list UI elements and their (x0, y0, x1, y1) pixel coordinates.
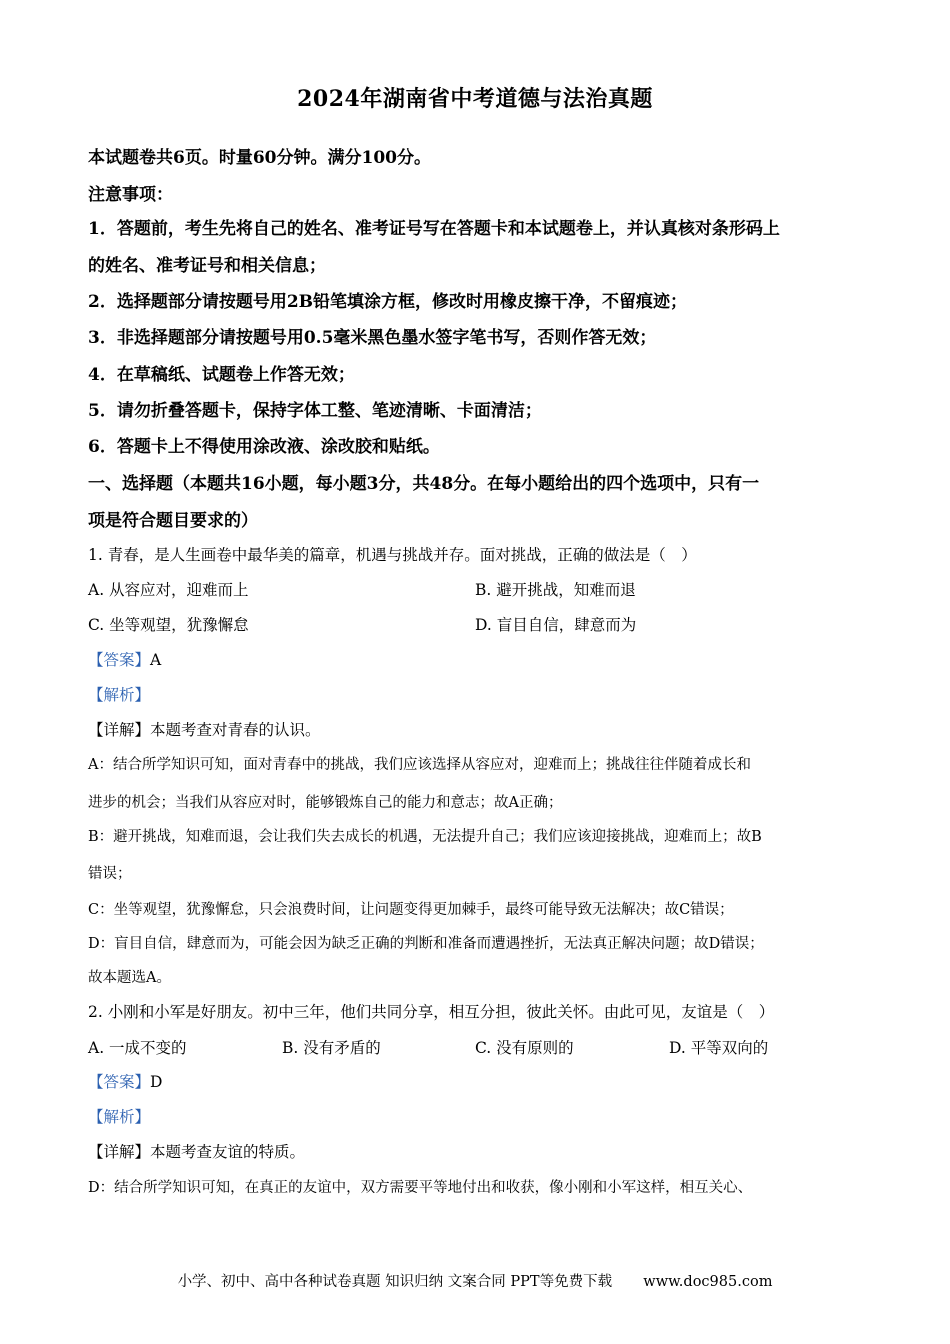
option-c: C. 坐等观望，犹豫懈怠 (88, 616, 249, 634)
section-heading: 一、选择题（本题共16小题，每小题3分，共48分。在每小题给出的四个选项中，只有一 (88, 474, 760, 494)
detail-line (88, 1140, 305, 1162)
option-b: B. 避开挑战，知难而退 (475, 581, 636, 599)
detail-text: 本题考查友谊的特质。 (150, 1143, 306, 1161)
analysis-line (88, 1105, 150, 1127)
notice-line: 5．请勿折叠答题卡，保持字体工整、笔迹清晰、卡面清洁； (88, 401, 542, 421)
section-heading-cont: 项是符合题目要求的） (88, 511, 258, 531)
question-stem: 2. 小刚和小军是好朋友。初中三年，他们共同分享，相互分担，彼此关怀。由此可见，友谊是（ ） (88, 1003, 775, 1021)
notice-line: 2．选择题部分请按题号用2B铅笔填涂方框，修改时用橡皮擦干净，不留痕迹； (88, 292, 688, 312)
notice-line: 6．答题卡上不得使用涂改液、涂改胶和贴纸。 (88, 437, 440, 457)
option-c: C. 没有原则的 (475, 1039, 574, 1057)
footer-url[interactable]: www.doc985.com (643, 1274, 773, 1290)
page-footer (0, 1270, 950, 1291)
question-stem: 1. 青春，是人生画卷中最华美的篇章，机遇与挑战并存。面对挑战，正确的做法是（ ） (88, 546, 697, 564)
option-d: D. 盲目自信，肆意而为 (475, 616, 637, 634)
notice-line: 3．非选择题部分请按题号用0.5毫米黑色墨水签字笔书写，否则作答无效； (88, 328, 657, 348)
answer-value: A (150, 651, 162, 669)
detail-tag: 【详解】 (88, 1143, 151, 1161)
explanation-line: D：结合所学知识可知，在真正的友谊中，双方需要平等地付出和收获，像小刚和小军这样，相互关心、 (88, 1180, 753, 1196)
detail-line (88, 718, 321, 740)
answer-value: D (150, 1073, 163, 1091)
answer-line (88, 648, 161, 670)
analysis-tag: 【解析】 (88, 686, 151, 704)
explanation-line: C：坐等观望，犹豫懈怠，只会浪费时间，让问题变得更加棘手，最终可能导致无法解决；故C错误； (88, 902, 734, 918)
answer-tag: 【答案】 (88, 1073, 151, 1091)
option-a: A. 从容应对，迎难而上 (88, 581, 249, 599)
option-d: D. 平等双向的 (669, 1039, 769, 1057)
explanation-line: 进步的机会；当我们从容应对时，能够锻炼自己的能力和意志；故A正确； (88, 795, 563, 811)
notice-line: 4．在草稿纸、试题卷上作答无效； (88, 365, 355, 385)
answer-tag: 【答案】 (88, 651, 151, 669)
notice-line: 的姓名、准考证号和相关信息； (88, 256, 326, 276)
footer-text: 小学、初中、高中各种试卷真题 知识归纳 文案合同 PPT等免费下载 (177, 1274, 613, 1290)
explanation-line: D：盲目自信，肆意而为，可能会因为缺乏正确的判断和准备而遭遇挫折，无法真正解决问题；故D错误； (88, 936, 764, 952)
notice-line: 1．答题前，考生先将自己的姓名、准考证号写在答题卡和本试题卷上，并认真核对条形码上 (88, 219, 780, 239)
explanation-line: B：避开挑战，知难而退，会让我们失去成长的机遇，无法提升自己；我们应该迎接挑战，迎难而上；故B (88, 829, 762, 845)
explanation-line: 故本题选A。 (88, 970, 171, 986)
answer-line (88, 1070, 162, 1092)
detail-text: 本题考查对青春的认识。 (150, 721, 321, 739)
detail-tag: 【详解】 (88, 721, 151, 739)
option-b: B. 没有矛盾的 (282, 1039, 381, 1057)
exam-meta: 本试题卷共6页。时量60分钟。满分100分。 (88, 148, 431, 168)
page-title: 2024年湖南省中考道德与法治真题 (297, 86, 653, 112)
explanation-line: 错误； (88, 866, 132, 882)
option-a: A. 一成不变的 (88, 1039, 187, 1057)
explanation-line: A：结合所学知识可知，面对青春中的挑战，我们应该选择从容应对，迎难而上；挑战往往伴随着成长和 (88, 757, 751, 773)
notice-heading: 注意事项： (88, 185, 173, 205)
analysis-tag: 【解析】 (88, 1108, 151, 1126)
analysis-line (88, 683, 150, 705)
